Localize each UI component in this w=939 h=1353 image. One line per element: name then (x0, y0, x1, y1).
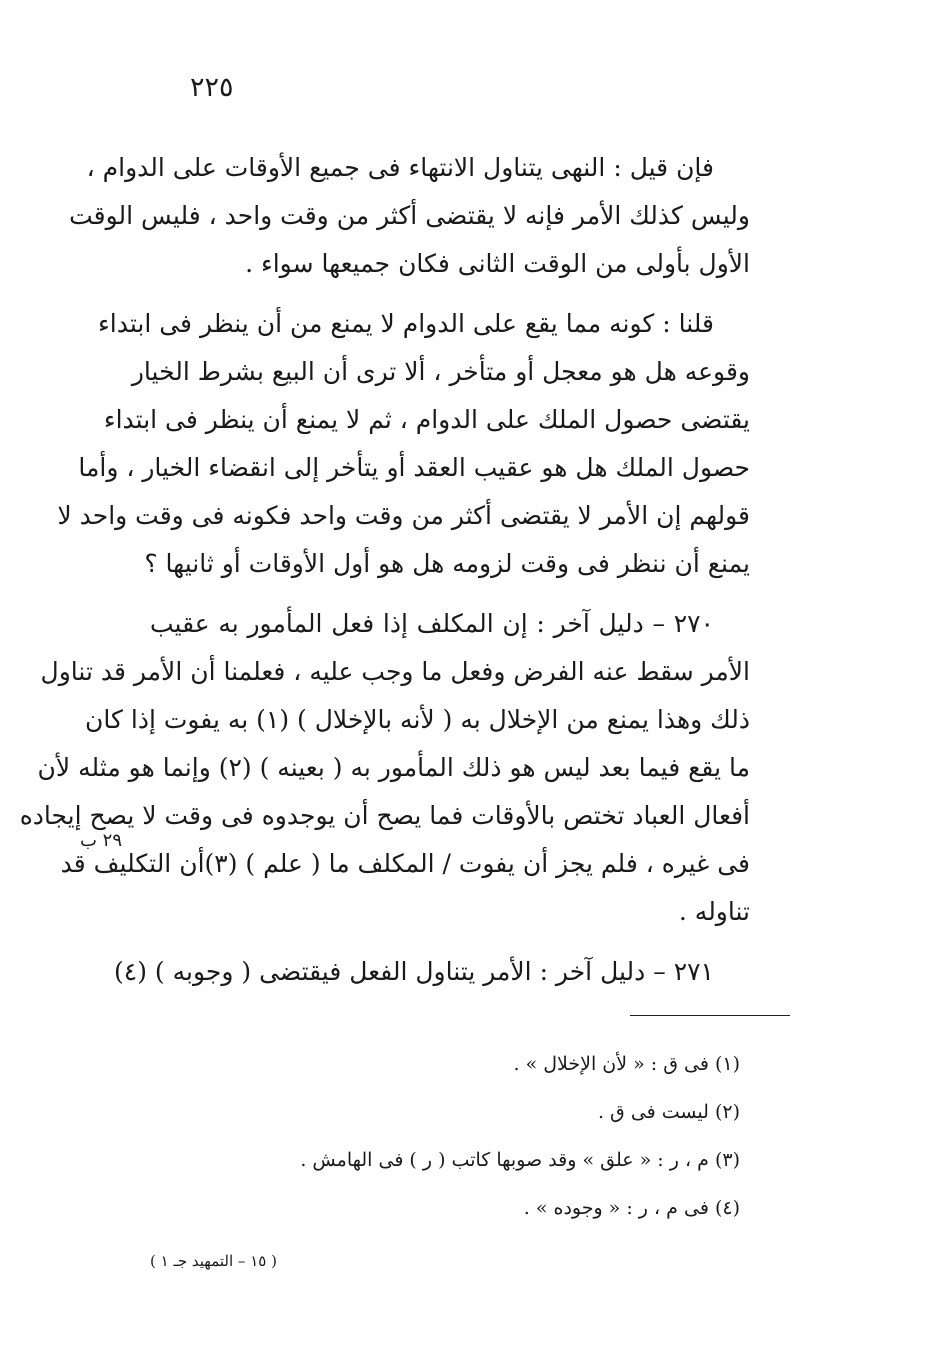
page-number: ٢٢٥ (190, 72, 234, 103)
text-line: وقوعه هل هو معجل أو متأخر ، ألا ترى أن البيع بشرط الخيار (131, 357, 750, 386)
footnote: (٢) ليست فى ق . (597, 1101, 740, 1123)
margin-folio-note: ٢٩ ب (80, 830, 123, 851)
text-line: يمنع أن ننظر فى وقت لزومه هل هو أول الأوقات أو ثانيها ؟ (144, 549, 750, 578)
text-line: ذلك وهذا يمنع من الإخلال به ( لأنه بالإخلال ) (١) به يفوت إذا كان (85, 705, 750, 734)
footnote-divider (630, 1015, 790, 1016)
text-line: ٢٧١ – دليل آخر : الأمر يتناول الفعل فيقتضى ( وجوبه ) (٤) (114, 957, 714, 986)
footnote: (٤) فى م ، ر : « وجوده » . (523, 1197, 740, 1219)
text-line: قلنا : كونه مما يقع على الدوام لا يمنع من أن ينظر فى ابتداء (98, 309, 714, 338)
paragraph-objection (69, 144, 786, 288)
text-line: قولهم إن الأمر لا يقتضى أكثر من وقت واحد فكونه فى وقت واحد لا (57, 501, 750, 530)
footnote: (١) فى ق : « لأن الإخلال » . (513, 1053, 740, 1075)
text-line: الأمر سقط عنه الفرض وفعل ما وجب عليه ، فعلمنا أن الأمر قد تناول (40, 657, 750, 686)
footnote: (٣) م ، ر : « علق » وقد صوبها كاتب ( ر ) فى الهامش . (300, 1149, 740, 1171)
paragraph-271 (114, 948, 786, 996)
text-line: يقتضى حصول الملك على الدوام ، ثم لا يمنع أن ينظر فى ابتداء (103, 405, 750, 434)
text-line: ٢٧٠ – دليل آخر : إن المكلف إذا فعل المأمور به عقيب (150, 609, 714, 638)
paragraph-reply (57, 300, 786, 588)
footnotes (250, 1040, 740, 1232)
text-line: أفعال العباد تختص بالأوقات فما يصح أن يوجدوه فى وقت لا يصح إيجاده (19, 801, 750, 830)
text-line: فإن قيل : النهى يتناول الانتهاء فى جميع الأوقات على الدوام ، (86, 153, 714, 182)
text-line: وليس كذلك الأمر فإنه لا يقتضى أكثر من وقت واحد ، فليس الوقت (69, 201, 750, 230)
text-line: الأول بأولى من الوقت الثانى فكان جميعها سواء . (245, 249, 750, 278)
text-line: ما يقع فيما بعد ليس هو ذلك المأمور به ( بعينه ) (٢) وإنما هو مثله لأن (37, 753, 750, 782)
text-line: حصول الملك هل هو عقيب العقد أو يتأخر إلى انقضاء الخيار ، وأما (78, 453, 750, 482)
signature-mark: ( ١٥ – التمهيد جـ ١ ) (150, 1252, 277, 1270)
text-line: تناوله . (678, 897, 750, 926)
text-line: فى غيره ، فلم يجز أن يفوت / المكلف ما ( علم ) (٣)أن التكليف قد (60, 849, 750, 878)
